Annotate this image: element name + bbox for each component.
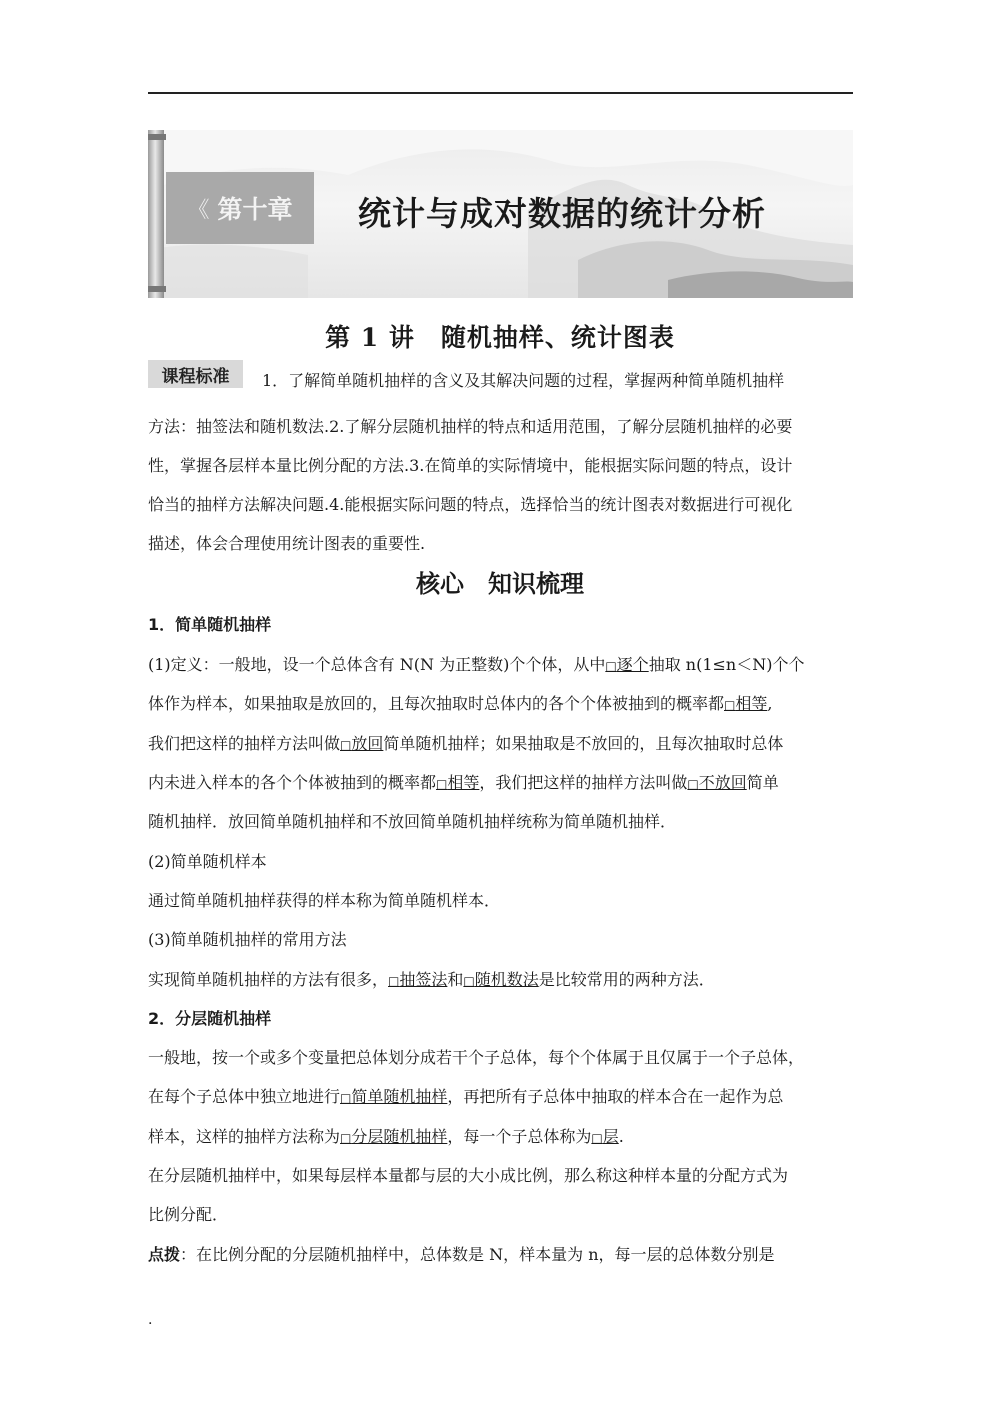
standard-line-1: 1．了解简单随机抽样的含义及其解决问题的过程，掌握两种简单随机抽样 bbox=[262, 371, 785, 390]
blank-answer: □随机数法 bbox=[463, 970, 539, 989]
definition-line-3: 我们把这样的抽样方法叫做□放回简单随机抽样；如果抽取是不放回的，且每次抽取时总体 bbox=[148, 734, 784, 753]
stratified-line-4: 在分层随机抽样中，如果每层样本量都与层的大小成比例，那么称这种样本量的分配方式为 bbox=[148, 1166, 789, 1185]
page-dot: . bbox=[148, 1312, 153, 1328]
chapter-title: 统计与成对数据的统计分析 bbox=[358, 194, 766, 233]
chevron-left-icon: 《 bbox=[187, 197, 210, 223]
stratified-line-3: 样本，这样的抽样方法称为□分层随机抽样，每一个子总体称为□层. bbox=[148, 1127, 624, 1146]
lesson-title: 第 1 讲 随机抽样、统计图表 bbox=[325, 323, 675, 352]
chapter-banner bbox=[148, 130, 853, 298]
blank-answer: □层 bbox=[591, 1127, 619, 1146]
definition-line-4: 内未进入样本的各个个体被抽到的概率都□相等，我们把这样的抽样方法叫做□不放回简单 bbox=[148, 773, 779, 792]
scroll-post-decoration bbox=[148, 130, 164, 298]
standard-line-5: 描述，体会合理使用统计图表的重要性. bbox=[148, 534, 426, 553]
section-1-heading: 1．简单随机抽样 bbox=[148, 615, 272, 634]
blank-answer: □简单随机抽样 bbox=[340, 1087, 448, 1106]
section-title: 核心 知识梳理 bbox=[416, 569, 584, 598]
blank-answer: □相等 bbox=[724, 694, 768, 713]
blank-answer: □逐个 bbox=[605, 655, 649, 674]
chapter-number: 第十章 bbox=[217, 195, 293, 224]
blank-answer: □放回 bbox=[340, 734, 384, 753]
top-rule bbox=[148, 92, 853, 94]
chapter-label bbox=[166, 172, 314, 244]
tip-line: 点拨：在比例分配的分层随机抽样中，总体数是 N，样本量为 n，每一层的总体数分别是 bbox=[148, 1245, 775, 1264]
subheading-3: (3)简单随机抽样的常用方法 bbox=[148, 930, 347, 949]
blank-answer: □不放回 bbox=[687, 773, 747, 792]
blank-answer: □分层随机抽样 bbox=[340, 1127, 448, 1146]
subheading-2-text: 通过简单随机抽样获得的样本称为简单随机样本． bbox=[148, 891, 501, 910]
definition-line-1: (1)定义：一般地，设一个总体含有 N(N 为正整数)个个体，从中□逐个抽取 n(1≤n＜N)个个 bbox=[148, 655, 805, 674]
section-2-heading: 2．分层随机抽样 bbox=[148, 1009, 272, 1028]
stratified-line-1: 一般地，按一个或多个变量把总体划分成若干个子总体，每个个体属于且仅属于一个子总体， bbox=[148, 1048, 805, 1067]
blank-answer: □抽签法 bbox=[388, 970, 448, 989]
course-standard-badge: 课程标准 bbox=[148, 360, 243, 388]
subheading-2: (2)简单随机样本 bbox=[148, 852, 267, 871]
blank-answer: □相等 bbox=[436, 773, 480, 792]
stratified-line-2: 在每个子总体中独立地进行□简单随机抽样，再把所有子总体中抽取的样本合在一起作为总 bbox=[148, 1087, 784, 1106]
subheading-3-text: 实现简单随机抽样的方法有很多，□抽签法和□随机数法是比较常用的两种方法． bbox=[148, 970, 715, 989]
tip-label: 点拨 bbox=[148, 1245, 181, 1264]
standard-line-2: 方法：抽签法和随机数法.2.了解分层随机抽样的特点和适用范围，了解分层随机抽样的必要 bbox=[148, 417, 793, 436]
stratified-line-5: 比例分配． bbox=[148, 1205, 229, 1224]
standard-line-4: 恰当的抽样方法解决问题.4.能根据实际问题的特点，选择恰当的统计图表对数据进行可视化 bbox=[148, 495, 793, 514]
definition-line-2: 体作为样本，如果抽取是放回的，且每次抽取时总体内的各个个体被抽到的概率都□相等, bbox=[148, 694, 773, 713]
definition-line-5: 随机抽样．放回简单随机抽样和不放回简单随机抽样统称为简单随机抽样． bbox=[148, 812, 677, 831]
standard-line-3: 性，掌握各层样本量比例分配的方法.3.在简单的实际情境中，能根据实际问题的特点，设计 bbox=[148, 456, 793, 475]
